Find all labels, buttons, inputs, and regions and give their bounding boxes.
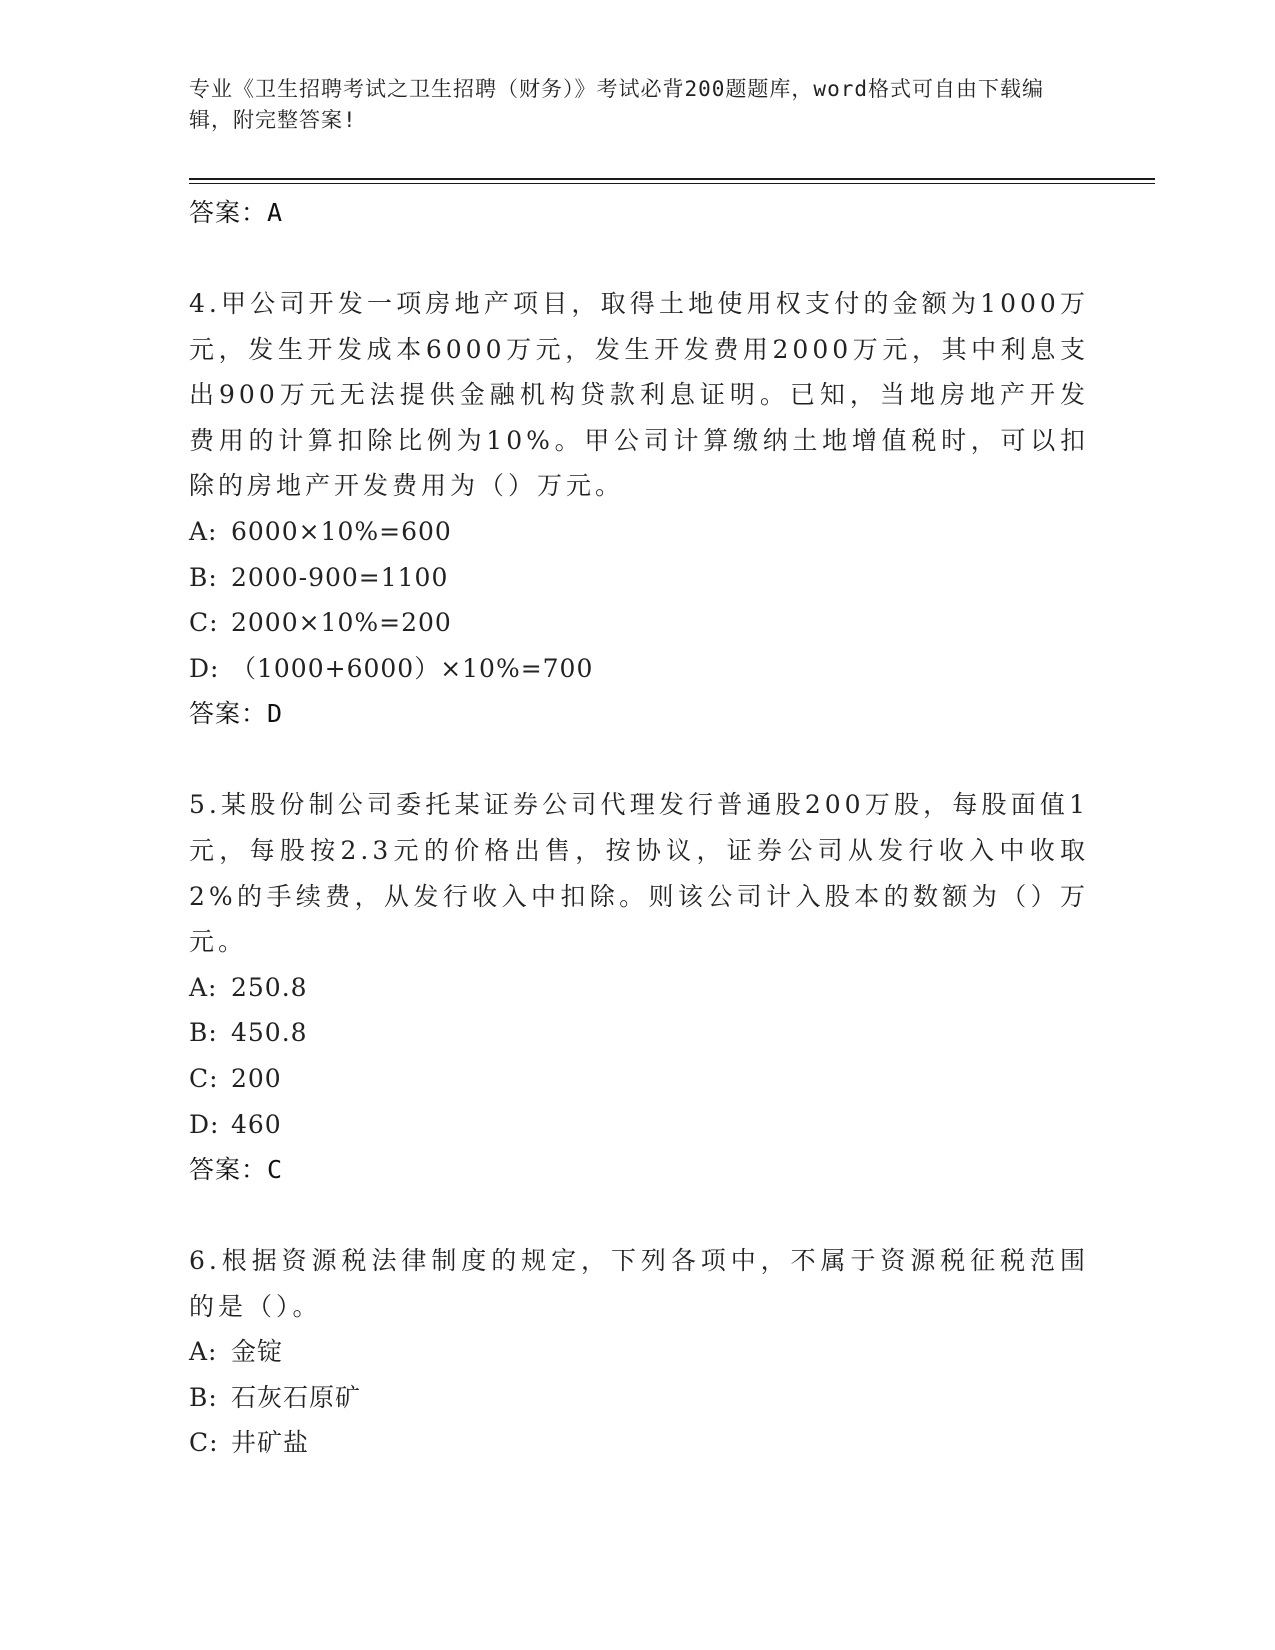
- option-text: 井矿盐: [231, 1428, 310, 1458]
- option-text: 金锭: [231, 1337, 284, 1367]
- question-4-option-b: [189, 555, 1089, 601]
- option-letter: D:: [189, 653, 220, 683]
- option-text: 2000-900=1100: [231, 562, 449, 592]
- document-body: [189, 190, 1089, 1466]
- option-text: 450.8: [231, 1018, 308, 1048]
- spacer: [189, 236, 1089, 281]
- question-4-option-d: [189, 646, 1089, 692]
- question-5-answer: 答案：C: [189, 1155, 284, 1185]
- question-5-option-c: [189, 1056, 1089, 1102]
- question-6-option-b: [189, 1375, 1089, 1421]
- header-divider-thick: [189, 178, 1155, 180]
- option-letter: C:: [189, 608, 219, 638]
- answer-line: 答案：A: [189, 198, 284, 227]
- question-5-option-b: [189, 1010, 1089, 1056]
- option-text: 460: [231, 1109, 282, 1139]
- spacer: [189, 737, 1089, 782]
- option-letter: B:: [189, 1382, 218, 1412]
- question-6-option-c: [189, 1420, 1089, 1466]
- option-letter: A:: [189, 972, 218, 1002]
- question-5-text: 5.某股份制公司委托某证券公司代理发行普通股200万股，每股面值1元，每股按2.3元的价格出售，按协议，证券公司从发行收入中收取2%的手续费，从发行收入中扣除。则该公司计入股本的数额为（）万元。: [189, 790, 1089, 957]
- option-letter: C:: [189, 1063, 219, 1093]
- option-letter: B:: [189, 562, 218, 592]
- option-text: 200: [231, 1063, 282, 1093]
- option-text: （1000+6000）×10%=700: [231, 653, 594, 683]
- document-header: 专业《卫生招聘考试之卫生招聘（财务）》考试必背200题题库，word格式可自由下载编辑，附完整答案!: [189, 77, 1044, 132]
- option-text: 250.8: [231, 972, 308, 1002]
- option-letter: A:: [189, 516, 218, 546]
- option-text: 2000×10%=200: [231, 608, 452, 638]
- question-4-option-a: [189, 509, 1089, 555]
- option-letter: C:: [189, 1428, 219, 1458]
- option-letter: B:: [189, 1018, 218, 1048]
- question-6-text: 6.根据资源税法律制度的规定，下列各项中，不属于资源税征税范围的是（）。: [189, 1246, 1089, 1321]
- option-text: 石灰石原矿: [231, 1382, 362, 1412]
- option-letter: A:: [189, 1337, 218, 1367]
- question-4-text: 4.甲公司开发一项房地产项目，取得土地使用权支付的金额为1000万元，发生开发成本6000万元，发生开发费用2000万元，其中利息支出900万元无法提供金融机构贷款利息证明。已知，当地房地产开发费用的计算扣除比例为10%。甲公司计算缴纳土地增值税时，可以扣除的房地产开发费用为（）万元。: [189, 289, 1089, 501]
- question-4-option-c: [189, 600, 1089, 646]
- question-5-option-d: [189, 1102, 1089, 1148]
- header-divider-thin: [189, 183, 1155, 184]
- question-6-option-a: [189, 1329, 1089, 1375]
- question-4-answer: 答案：D: [189, 699, 284, 729]
- question-5-option-a: [189, 965, 1089, 1011]
- option-text: 6000×10%=600: [231, 516, 452, 546]
- option-letter: D:: [189, 1109, 220, 1139]
- spacer: [189, 1193, 1089, 1238]
